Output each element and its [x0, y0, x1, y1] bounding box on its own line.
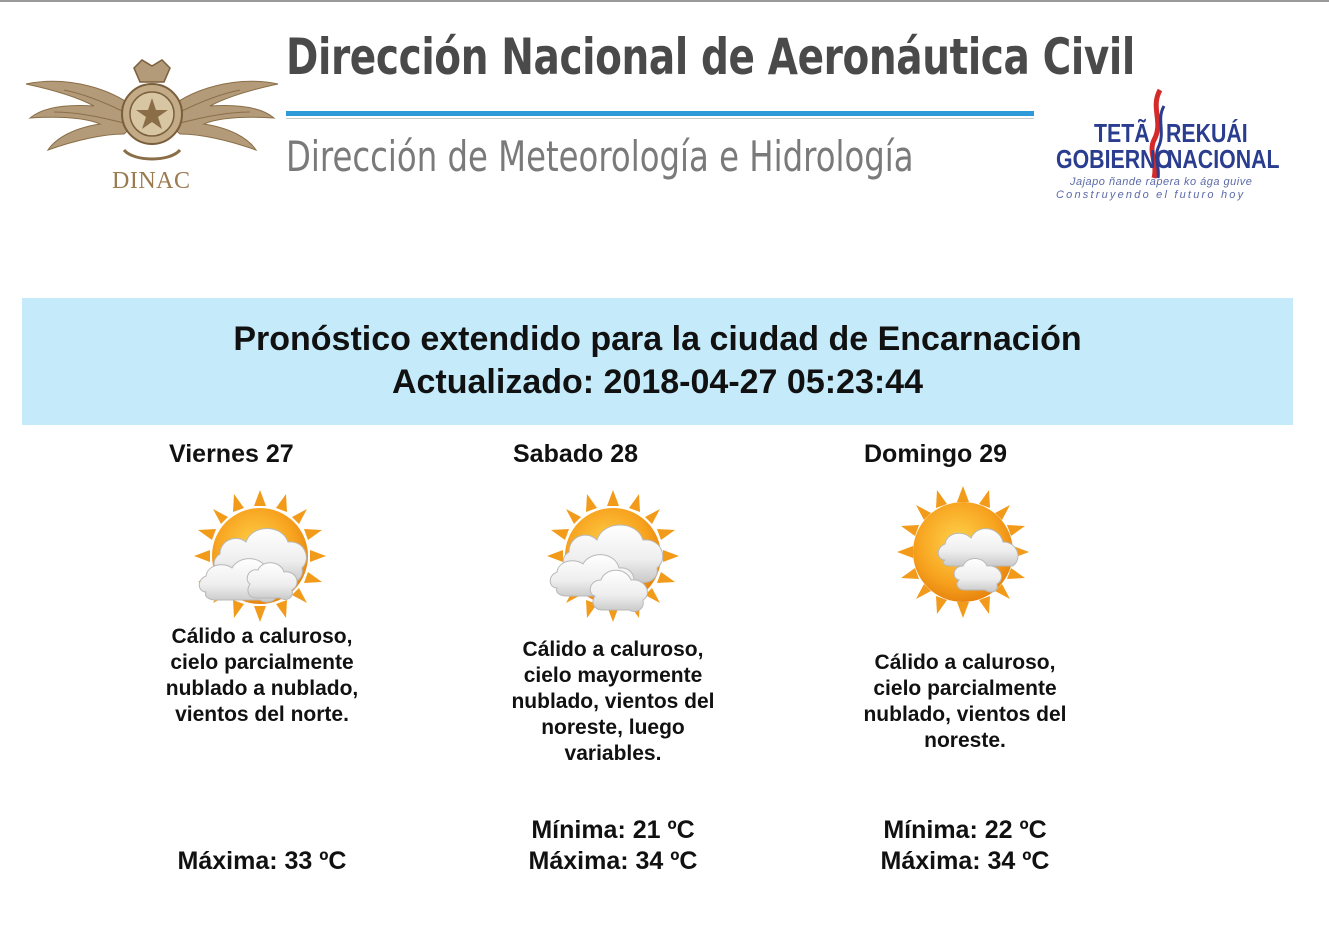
day-name: Sabado 28 — [513, 440, 639, 468]
gov-logo-teta: TETÃ — [1094, 118, 1150, 148]
gov-logo-tagline-spanish: Construyendo el futuro hoy — [1056, 189, 1246, 201]
gov-logo-nacional: NACIONAL — [1167, 144, 1280, 174]
forecast-title: Pronóstico extendido para la ciudad de Encarnación — [233, 320, 1082, 358]
min-temperature: Mínima: 22 ºC — [883, 816, 1047, 844]
partly-sunny-icon — [895, 484, 1031, 620]
gov-logo-rekuai: REKUÁI — [1166, 118, 1248, 148]
org-subtitle: Dirección de Meteorología e Hidrología — [286, 132, 914, 181]
max-temperature: Máxima: 34 ºC — [880, 847, 1050, 875]
mostly-cloudy-icon — [545, 488, 681, 624]
gov-logo-tagline-guarani: Jajapo ñande rapera ko ága guive — [1070, 176, 1253, 188]
header-divider — [286, 111, 1034, 116]
day-name: Viernes 27 — [169, 440, 294, 468]
day-name: Domingo 29 — [864, 440, 1008, 468]
gobierno-nacional-logo — [1054, 88, 1280, 208]
dinac-logo-text: DINAC — [112, 168, 191, 194]
forecast-description: Cálido a caluroso, cielo mayormente nublado, vientos del noreste, luego variables. — [511, 638, 715, 765]
max-temperature: Máxima: 33 ºC — [177, 847, 347, 875]
max-temperature: Máxima: 34 ºC — [528, 847, 698, 875]
forecast-updated-timestamp: Actualizado: 2018-04-27 05:23:44 — [391, 363, 924, 401]
org-title: Dirección Nacional de Aeronáutica Civil — [286, 28, 1135, 86]
forecast-description: Cálido a caluroso, cielo parcialmente nublado a nublado, vientos del norte. — [165, 625, 359, 726]
gov-logo-gobierno: GOBIERNO — [1056, 144, 1173, 174]
forecast-description: Cálido a caluroso, cielo parcialmente nublado, vientos del noreste. — [863, 651, 1067, 752]
min-temperature: Mínima: 21 ºC — [531, 816, 695, 844]
header-divider-shadow — [286, 118, 1034, 119]
